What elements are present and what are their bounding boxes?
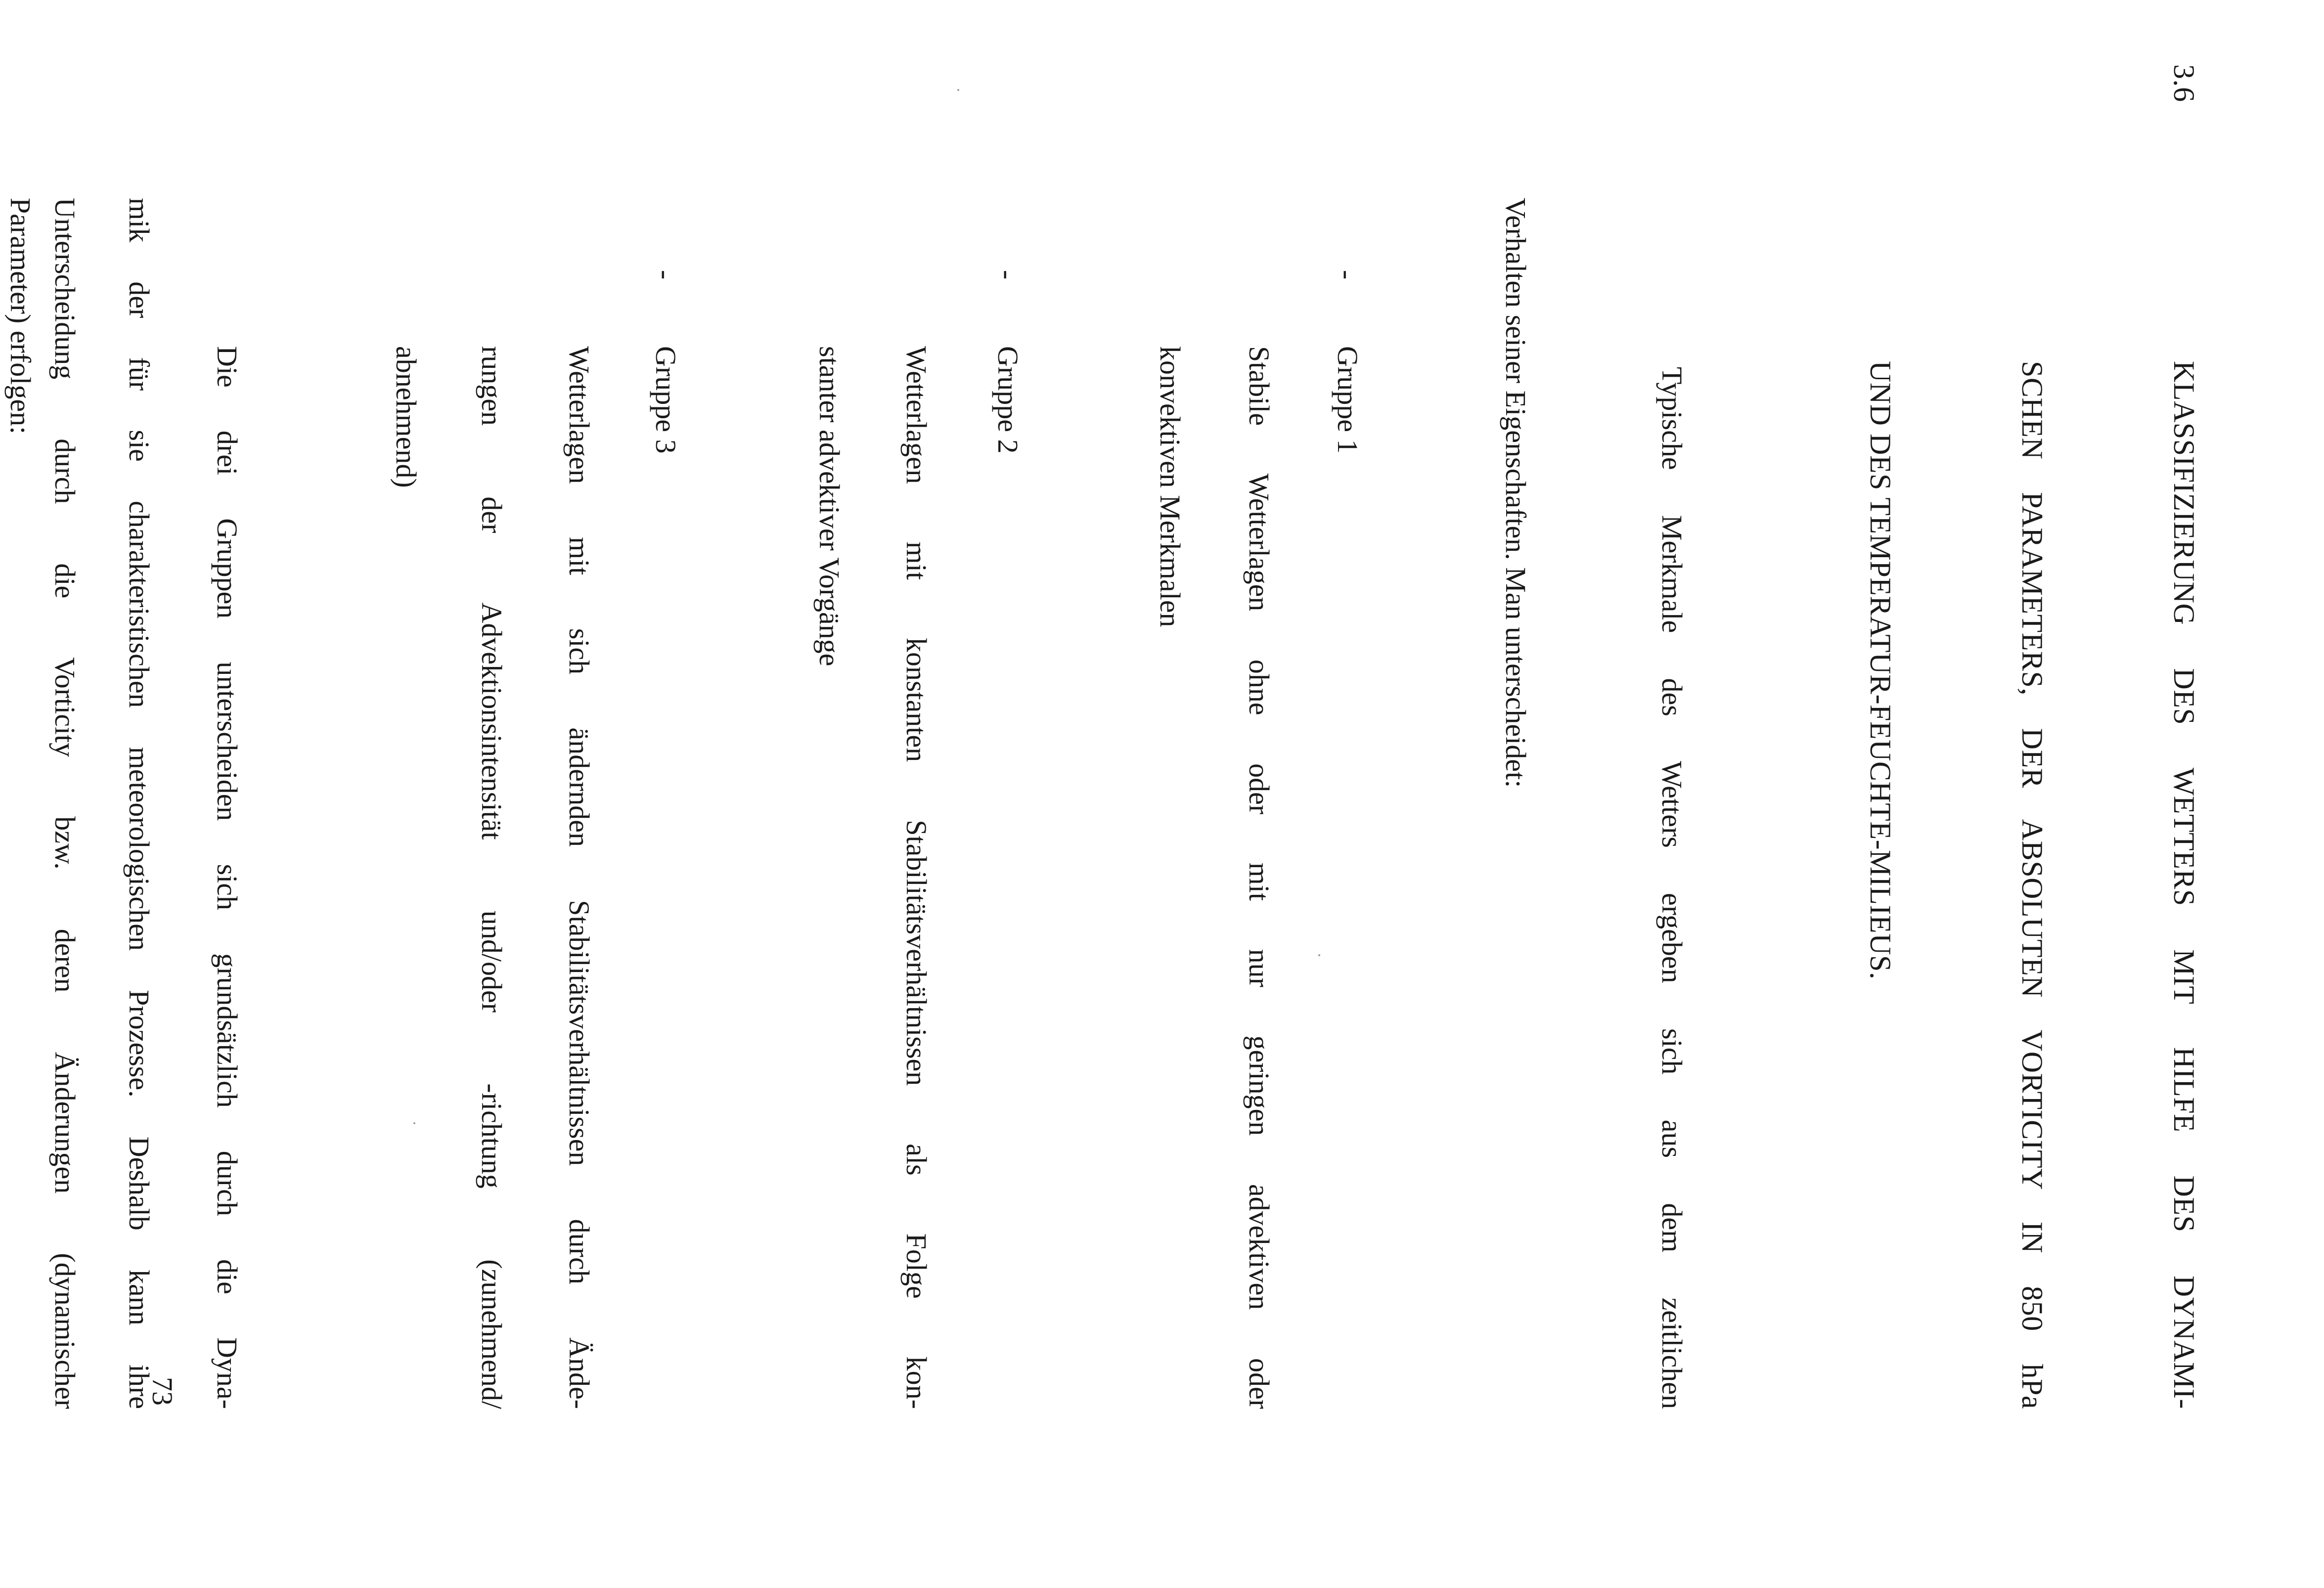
list-dash: - xyxy=(992,270,1024,280)
intro-line-1: Typische Merkmale des Wetters ergeben sich aus dem zeitlichen xyxy=(1656,367,1688,1409)
list1-item2-line-2: stanter advektiver Vorgänge xyxy=(813,346,846,666)
paragraph2-line-3: Unterscheidung durch die Vorticity bzw. deren Änderungen (dynamischer xyxy=(49,198,81,1409)
scan-speck xyxy=(413,1122,415,1124)
list-dash: - xyxy=(650,270,682,280)
section-heading-line-2: SCHEN PARAMETERS, DER ABSOLUTEN VORTICITY IN 850 hPa xyxy=(2016,361,2049,1409)
list1-item1-line-1: Stabile Wetterlagen ohne oder mit nur geringen advektiven oder xyxy=(1243,346,1275,1409)
page-number: 73 xyxy=(146,1377,179,1406)
list1-item3-line-1: Wetterlagen mit sich ändernden Stabilitätsverhältnissen durch Ände- xyxy=(563,346,595,1409)
list1-item1-title: Gruppe 1 xyxy=(1332,346,1364,454)
list-dash: - xyxy=(1332,270,1364,280)
list1-item2-title: Gruppe 2 xyxy=(992,346,1024,454)
list1-item2-line-1: Wetterlagen mit konstanten Stabilitätsverhältnissen als Folge kon- xyxy=(900,346,933,1409)
list1-item3-title: Gruppe 3 xyxy=(650,346,682,454)
scan-speck xyxy=(1318,954,1320,956)
scan-speck xyxy=(957,89,959,91)
list1-item3-line-2: rungen der Advektionsintensität und/oder -richtung (zunehmend/ xyxy=(476,346,508,1409)
section-heading-line-1: KLASSIFIZIERUNG DES WETTERS MIT HILFE DES DYNAMI- xyxy=(2168,361,2200,1409)
list1-item3-line-3: abnehmend) xyxy=(390,346,422,488)
paragraph2-line-4: Parameter) erfolgen: xyxy=(4,198,37,435)
paragraph2-line-1: Die drei Gruppen unterscheiden sich grundsätzlich durch die Dyna- xyxy=(211,346,243,1409)
list1-item1-line-2: konvektiven Merkmalen xyxy=(1154,346,1186,627)
intro-line-2: Verhalten seiner Eigenschaften. Man unterscheidet: xyxy=(1500,198,1532,788)
paragraph2-line-2: mik der für sie charakteristischen meteorologischen Prozesse. Deshalb kann ihre xyxy=(123,198,155,1409)
section-number: 3.6 xyxy=(2168,64,2200,102)
section-heading-line-3: UND DES TEMPERATUR-FEUCHTE-MILIEUS. xyxy=(1864,361,1897,980)
